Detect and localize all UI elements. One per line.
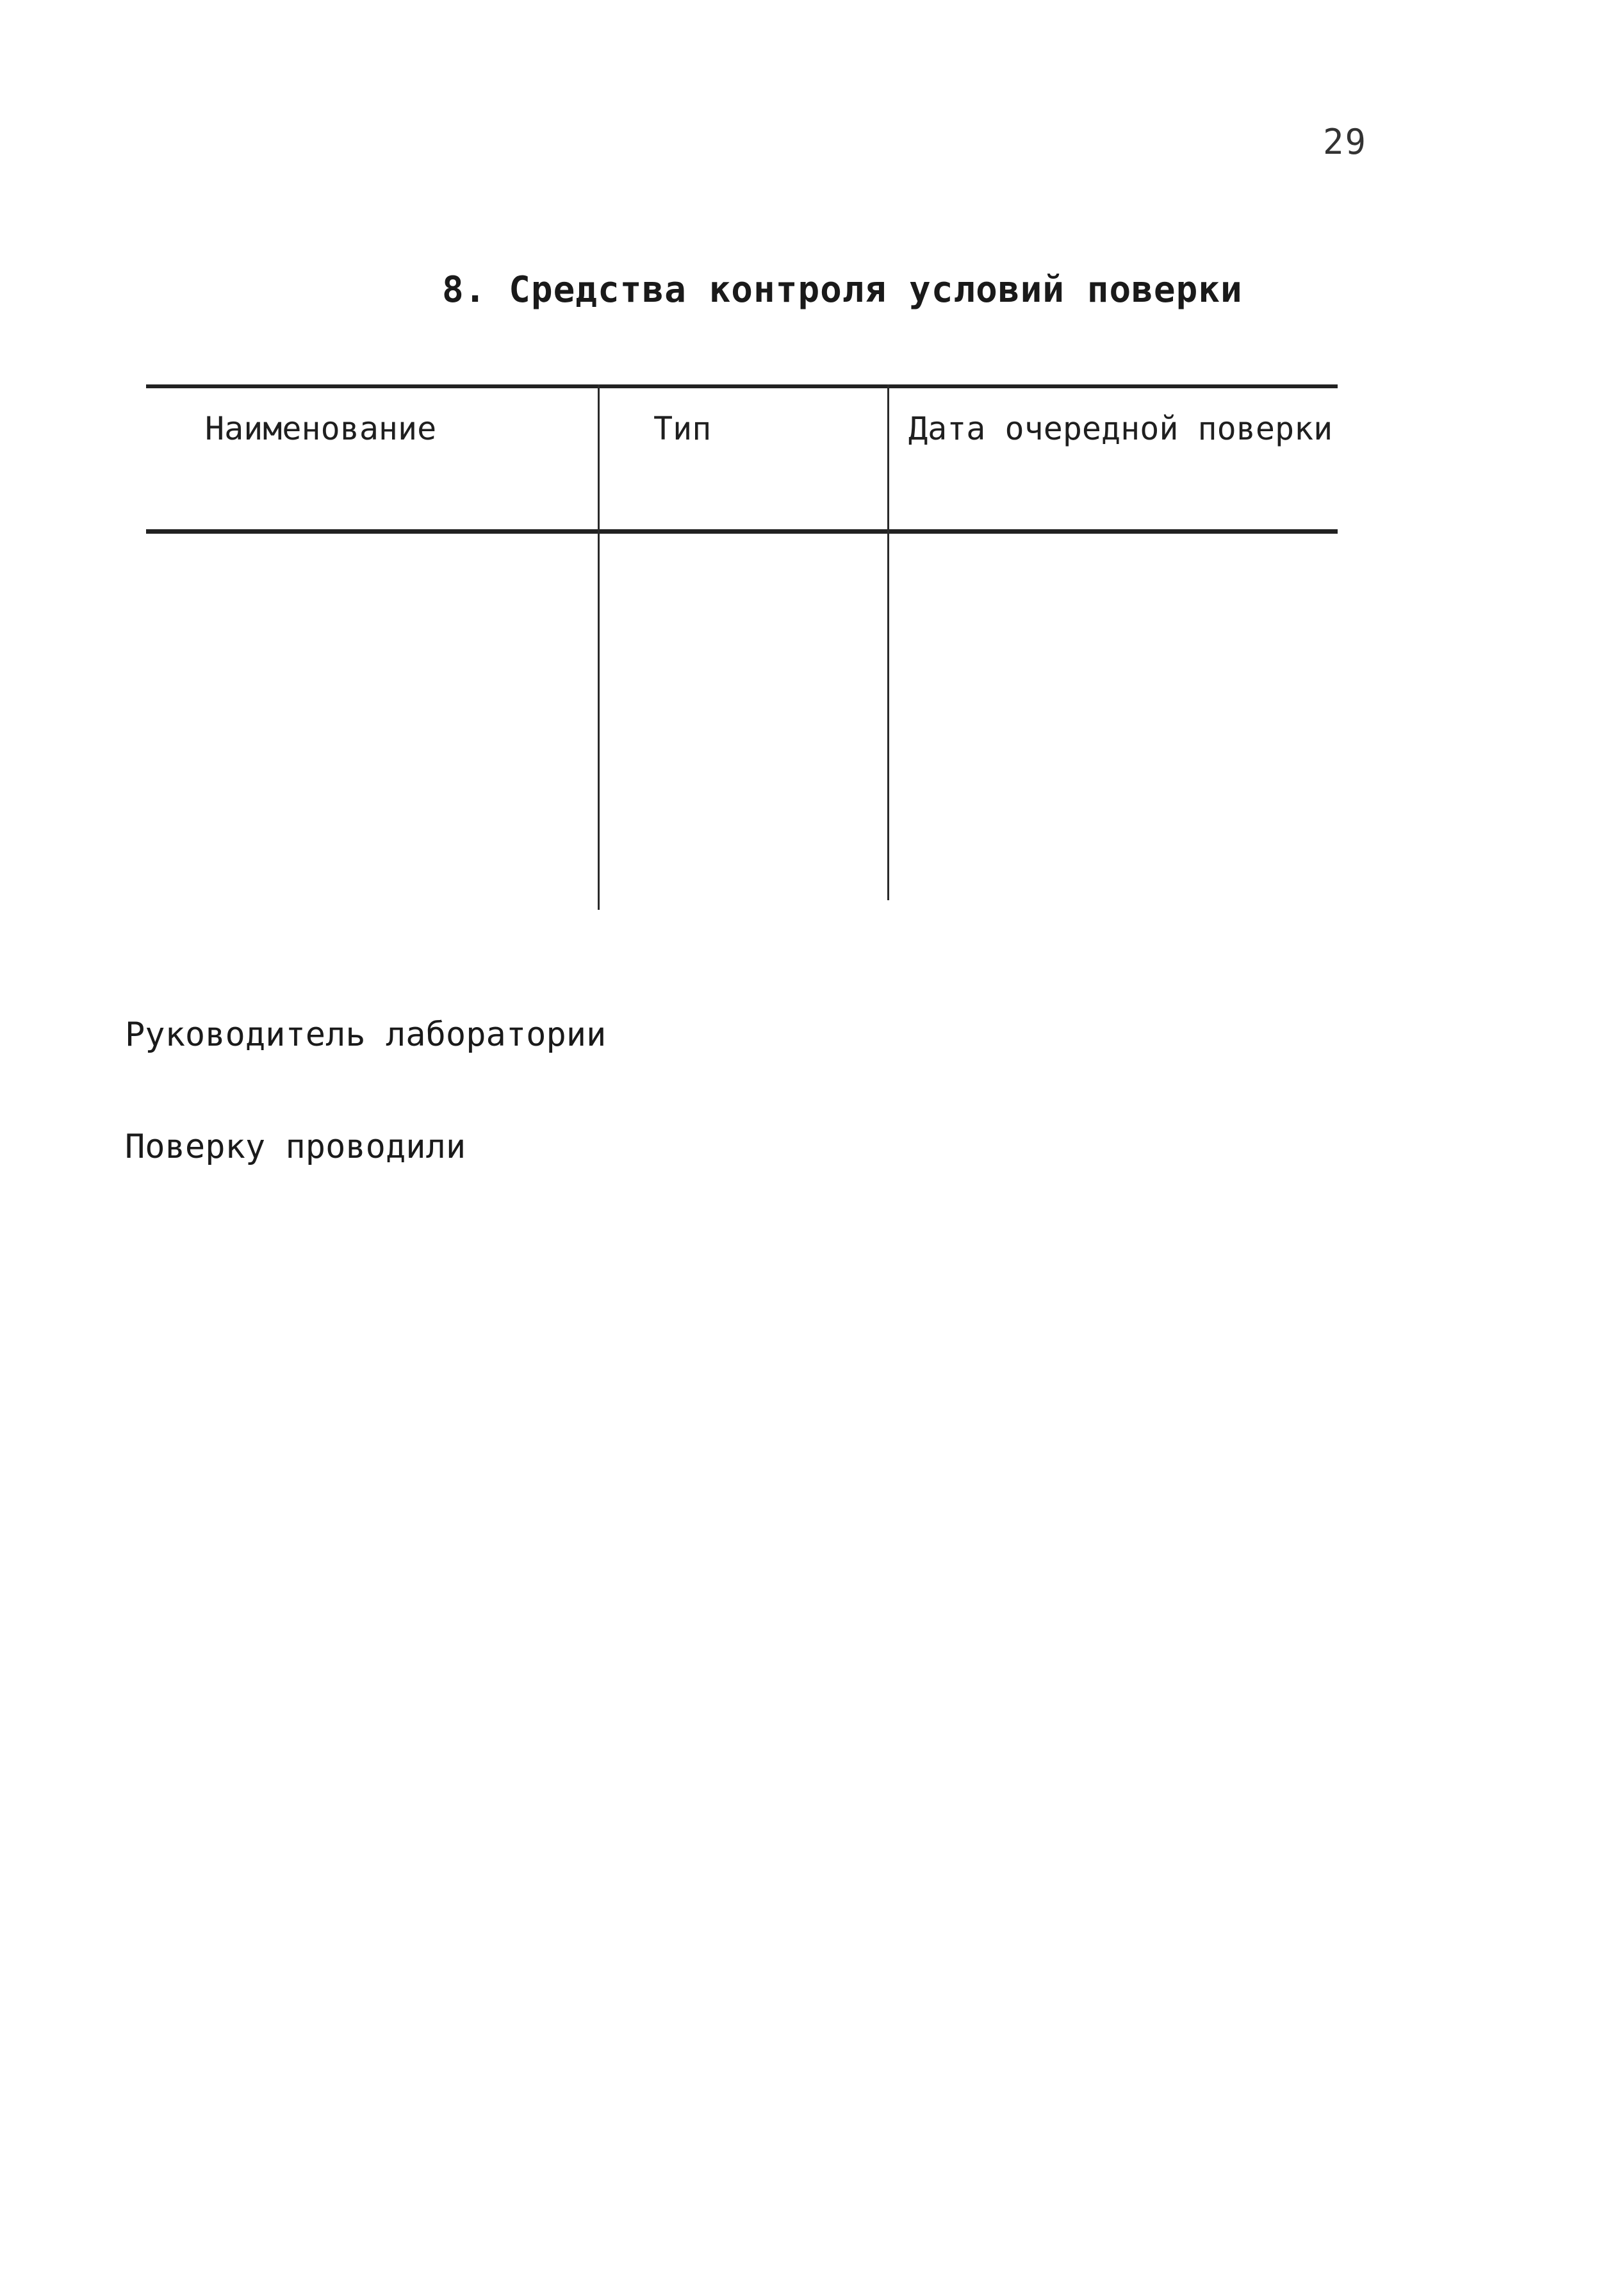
- column-header-type: Тип: [653, 410, 712, 447]
- page-number: 29: [1323, 122, 1368, 162]
- column-divider-2: [887, 384, 889, 900]
- column-header-name: Наименование: [205, 410, 437, 447]
- lab-head-label: Руководитель лаборатории: [125, 1016, 607, 1054]
- column-header-next-verification-date: Дата очередной поверки: [908, 410, 1333, 447]
- table-header-rule: [146, 529, 1338, 534]
- column-divider-1: [598, 384, 600, 910]
- performed-by-label: Поверку проводили: [125, 1128, 466, 1166]
- table-top-rule: [146, 384, 1338, 388]
- section-title: 8. Средства контроля условий поверки: [442, 269, 1243, 311]
